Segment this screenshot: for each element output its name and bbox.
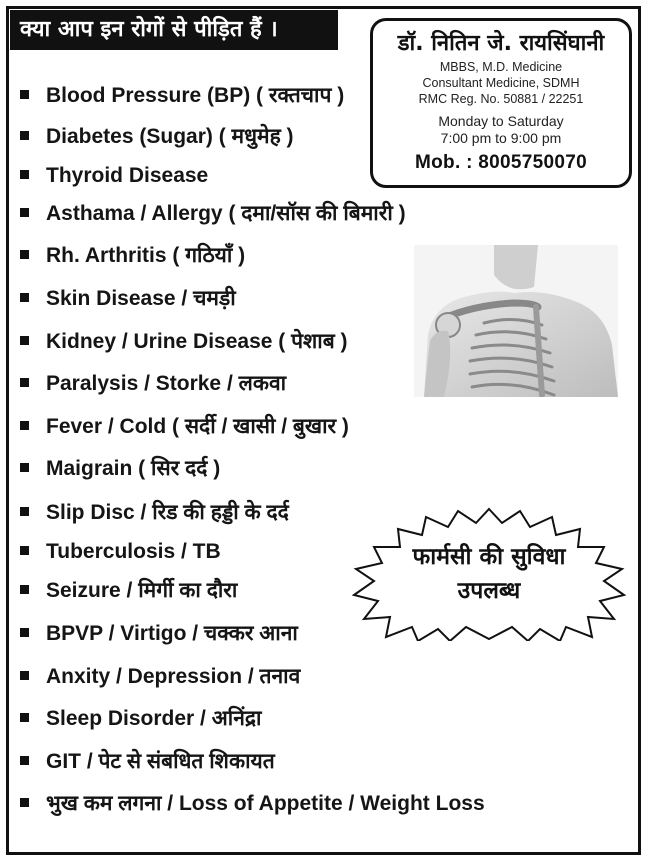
square-bullet-icon — [20, 131, 29, 140]
square-bullet-icon — [20, 250, 29, 259]
list-item: Slip Disc / रिड की हड्डी के दर्द — [20, 499, 289, 527]
doctor-name: डॉ. नितिन जे. रायसिंघानी — [397, 31, 605, 56]
list-item: Seizure / मिर्गी का दौरा — [20, 577, 237, 605]
page-title: क्या आप इन रोगों से पीड़ित हैं । — [10, 10, 338, 50]
list-item: Sleep Disorder / अनिंद्रा — [20, 705, 261, 733]
square-bullet-icon — [20, 546, 29, 555]
doctor-info-box — [370, 18, 632, 188]
list-item: Kidney / Urine Disease ( पेशाब ) — [20, 328, 348, 356]
chest-anatomy-illustration — [414, 245, 618, 397]
list-item: Anxity / Depression / तनाव — [20, 663, 300, 691]
square-bullet-icon — [20, 628, 29, 637]
clinic-timing: 7:00 pm to 9:00 pm — [440, 130, 562, 146]
doctor-mobile: Mob. : 8005750070 — [415, 152, 587, 173]
square-bullet-icon — [20, 170, 29, 179]
pharmacy-text — [352, 507, 626, 641]
square-bullet-icon — [20, 507, 29, 516]
square-bullet-icon — [20, 463, 29, 472]
square-bullet-icon — [20, 378, 29, 387]
square-bullet-icon — [20, 756, 29, 765]
list-item: Maigrain ( सिर दर्द ) — [20, 455, 220, 483]
square-bullet-icon — [20, 421, 29, 430]
list-item: Diabetes (Sugar) ( मधुमेह ) — [20, 123, 294, 151]
doctor-designation: Consultant Medicine, SDMH — [422, 76, 580, 90]
pharmacy-line-1: फार्मसी की सुविधा — [412, 544, 566, 570]
list-item: Fever / Cold ( सर्दी / खासी / बुखार ) — [20, 413, 349, 441]
doctor-qualification: MBBS, M.D. Medicine — [439, 60, 563, 74]
square-bullet-icon — [20, 293, 29, 302]
pharmacy-starburst — [352, 507, 626, 641]
square-bullet-icon — [20, 90, 29, 99]
list-item: GIT / पेट से संबधित शिकायत — [20, 748, 275, 776]
doctor-registration: RMC Reg. No. 50881 / 22251 — [418, 92, 584, 106]
list-item: Paralysis / Storke / लकवा — [20, 370, 286, 398]
square-bullet-icon — [20, 798, 29, 807]
square-bullet-icon — [20, 713, 29, 722]
chest-anatomy-image — [414, 245, 618, 397]
list-item: Skin Disease / चमड़ी — [20, 285, 236, 313]
list-item: Thyroid Disease — [20, 162, 208, 190]
square-bullet-icon — [20, 671, 29, 680]
square-bullet-icon — [20, 585, 29, 594]
list-item: Tuberculosis / TB — [20, 538, 221, 566]
square-bullet-icon — [20, 208, 29, 217]
square-bullet-icon — [20, 336, 29, 345]
list-item: BPVP / Virtigo / चक्कर आना — [20, 620, 298, 648]
pharmacy-line-2: उपलब्ध — [457, 578, 521, 604]
list-item: Asthama / Allergy ( दमा/सॉस की बिमारी ) — [20, 200, 406, 228]
list-item: भुख कम लगना / Loss of Appetite / Weight Loss — [20, 790, 485, 818]
list-item: Rh. Arthritis ( गठियाँ ) — [20, 242, 245, 270]
clinic-days: Monday to Saturday — [438, 113, 564, 129]
list-item: Blood Pressure (BP) ( रक्तचाप ) — [20, 82, 344, 110]
